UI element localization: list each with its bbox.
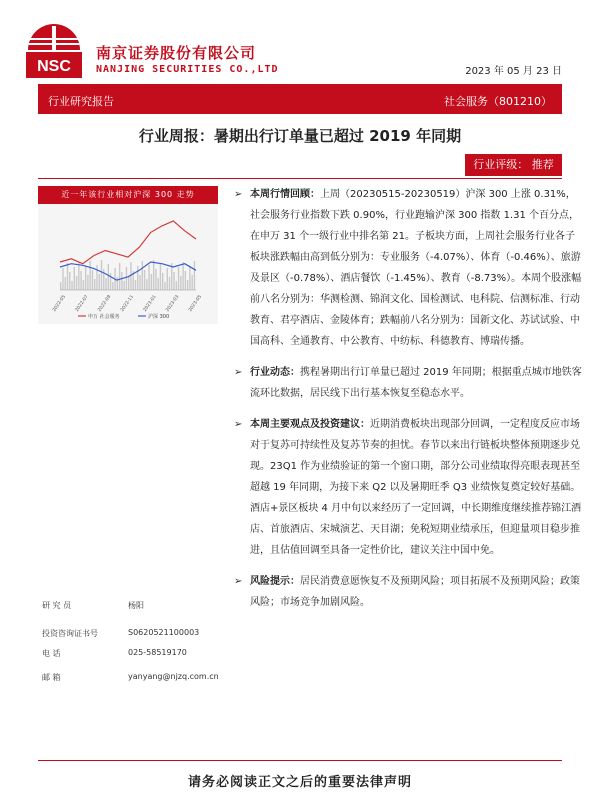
volume-bar bbox=[69, 272, 70, 290]
volume-bar bbox=[191, 275, 192, 290]
volume-bar bbox=[144, 270, 145, 290]
x-tick-label: 2022-09 bbox=[97, 294, 113, 313]
point-text: 近期消费板块出现部分回调，一定程度反应市场对于复苏可持续性及复苏节奏的担忧。春节以来出行链板块整体预期逐步兑现。23Q1 作为业绩验证的第一个窗口期，部分公司业绩取得亮眼表现甚至超越 19 年同期，为接下来 Q2 以及暑期旺季 Q3 业绩恢复奠定较好基础。酒店+景区板块 4 月中旬以来经历了一定回调，中长期维度继续推荐锦江酒店、首旅酒店、宋城演艺、天目湖；免税短期业绩承压，但迎量项目稳步推进，且估值回调至具备一定性价比，建议关注中国中免。 bbox=[250, 419, 582, 556]
legend-label: 沪深 300 bbox=[148, 314, 170, 320]
volume-bar bbox=[157, 278, 158, 290]
x-tick-label: 2022-11 bbox=[120, 294, 136, 313]
point-head: 行业动态： bbox=[250, 367, 300, 378]
bullet-arrow-icon: ➢ bbox=[234, 367, 243, 378]
volume-bar bbox=[153, 260, 154, 290]
point-item bbox=[230, 414, 582, 561]
volume-bar bbox=[164, 282, 165, 290]
volume-bar bbox=[139, 275, 140, 290]
volume-bar bbox=[180, 276, 181, 290]
point-head: 本周行情回顾： bbox=[250, 189, 320, 200]
analyst-key: 邮 箱 bbox=[42, 673, 61, 682]
volume-bar bbox=[160, 264, 161, 290]
bullet-arrow-icon: ➢ bbox=[234, 189, 243, 200]
volume-bar bbox=[74, 267, 75, 290]
volume-bar bbox=[85, 266, 86, 290]
analyst-key: 研 究 员 bbox=[42, 601, 72, 610]
point-head: 风险提示： bbox=[250, 576, 300, 587]
analyst-value: yanyang@njzq.com.cn bbox=[128, 672, 219, 681]
volume-bar bbox=[137, 266, 138, 290]
volume-bar bbox=[96, 265, 97, 290]
svg-text:NSC: NSC bbox=[37, 58, 71, 75]
volume-bar bbox=[71, 281, 72, 290]
volume-bar bbox=[185, 271, 186, 290]
key-points bbox=[230, 184, 582, 623]
volume-bar bbox=[189, 266, 190, 290]
volume-bar bbox=[92, 270, 93, 290]
industry-rating: 行业评级： 推荐 bbox=[465, 154, 562, 176]
volume-bar bbox=[178, 267, 179, 290]
x-tick-label: 2022-05 bbox=[52, 294, 68, 313]
analyst-key: 投资咨询证书号 bbox=[42, 629, 98, 638]
point-head: 本周主要观点及投资建议： bbox=[250, 419, 370, 430]
volume-bar bbox=[89, 261, 90, 290]
volume-bar bbox=[162, 273, 163, 290]
divider bbox=[38, 178, 562, 179]
report-type: 行业研究报告 bbox=[48, 95, 114, 108]
company-name-cn: 南京证券股份有限公司 bbox=[96, 44, 257, 62]
volume-bar bbox=[135, 280, 136, 290]
relative-performance-chart bbox=[38, 186, 218, 324]
legend-label: 申万 社会服务 bbox=[88, 314, 120, 320]
volume-bar bbox=[128, 276, 129, 290]
volume-bar bbox=[194, 261, 195, 290]
chart-canvas bbox=[38, 204, 218, 324]
volume-bar bbox=[123, 281, 124, 290]
volume-bar bbox=[83, 280, 84, 290]
volume-bar bbox=[126, 267, 127, 290]
volume-bar bbox=[148, 265, 149, 290]
analyst-value: 杨阳 bbox=[128, 601, 144, 610]
bullet-arrow-icon: ➢ bbox=[234, 576, 243, 587]
company-name-en: NANJING SECURITIES CO.,LTD bbox=[96, 64, 279, 75]
volume-bar bbox=[151, 274, 152, 290]
volume-bar bbox=[142, 261, 143, 290]
point-text: 携程暑期出行订单量已超过 2019 年同期；根据重点城市地铁客流环比数据，居民线下出行基本恢复至稳态水平。 bbox=[250, 367, 582, 399]
chart-title: 近一年该行业相对沪深 300 走势 bbox=[38, 186, 218, 204]
volume-bar bbox=[105, 278, 106, 290]
sector-label: 社会服务（801210） bbox=[444, 95, 552, 108]
volume-bar bbox=[182, 262, 183, 290]
point-item bbox=[230, 362, 582, 404]
volume-bar bbox=[155, 269, 156, 290]
volume-bar bbox=[78, 262, 79, 290]
volume-bar bbox=[99, 274, 100, 290]
point-item bbox=[230, 571, 582, 613]
volume-bar bbox=[80, 271, 81, 290]
x-tick-label: 2023-01 bbox=[142, 294, 158, 313]
footer-divider bbox=[38, 760, 562, 761]
volume-bar bbox=[62, 268, 63, 290]
x-tick-label: 2023-05 bbox=[188, 294, 204, 313]
volume-bar bbox=[76, 276, 77, 290]
report-title: 行业周报：暑期出行订单量已超过 2019 年同期 bbox=[138, 127, 462, 145]
volume-bar bbox=[173, 272, 174, 290]
volume-bar bbox=[101, 260, 102, 290]
volume-bar bbox=[121, 272, 122, 290]
analyst-key: 电 话 bbox=[42, 649, 61, 658]
bullet-arrow-icon: ➢ bbox=[234, 419, 243, 430]
volume-bar bbox=[176, 281, 177, 290]
volume-bar bbox=[94, 279, 95, 290]
point-text: 上周（20230515-20230519）沪深 300 上涨 0.31%，社会服务行业指数下跌 0.90%，行业跑输沪深 300 指数 1.31 个百分点，在申万 31 个一级行业中排名第 21。子板块方面，上周社会服务行业各子板块涨跌幅由高到低分别为：专业服务（-4.07%）、体育（-0.46%）、旅游及景区（-0.78%）、酒店餐饮（-1.45%）、教育（-8.73%）。本周个股涨幅前八名分别为：华测检测、锦润文化、国检测试、电科院、信测标准、行动教育、君亭酒店、金陵体育；跌幅前八名分别为：国新文化、苏试试验、中国高科、全通教育、中公教育、中纺标、科德教育、博瑞传播。 bbox=[250, 189, 582, 347]
x-tick-label: 2023-03 bbox=[165, 294, 181, 313]
volume-bar bbox=[110, 273, 111, 290]
volume-bar bbox=[60, 282, 61, 290]
volume-bar bbox=[117, 277, 118, 290]
volume-bar bbox=[108, 264, 109, 290]
analyst-value: 025-58519170 bbox=[128, 648, 187, 657]
analyst-value: S0620521100003 bbox=[128, 628, 200, 637]
volume-bar bbox=[187, 280, 188, 290]
header-bar bbox=[38, 84, 562, 114]
nsc-logo bbox=[22, 20, 86, 84]
volume-bar bbox=[67, 263, 68, 290]
volume-bar bbox=[146, 279, 147, 290]
x-tick-label: 2022-07 bbox=[74, 294, 90, 313]
volume-bar bbox=[169, 277, 170, 290]
report-date: 2023 年 05 月 23 日 bbox=[465, 66, 562, 77]
volume-bar bbox=[112, 282, 113, 290]
point-text: 居民消费意愿恢复不及预期风险；项目拓展不及预期风险；政策风险；市场竞争加剧风险。 bbox=[250, 576, 580, 608]
volume-bar bbox=[65, 277, 66, 290]
volume-bar bbox=[167, 268, 168, 290]
series-line-0 bbox=[60, 221, 196, 264]
legal-notice: 请务必阅读正文之后的重要法律声明 bbox=[187, 775, 412, 790]
point-item bbox=[230, 184, 582, 352]
volume-bar bbox=[87, 275, 88, 290]
volume-bar bbox=[119, 263, 120, 290]
